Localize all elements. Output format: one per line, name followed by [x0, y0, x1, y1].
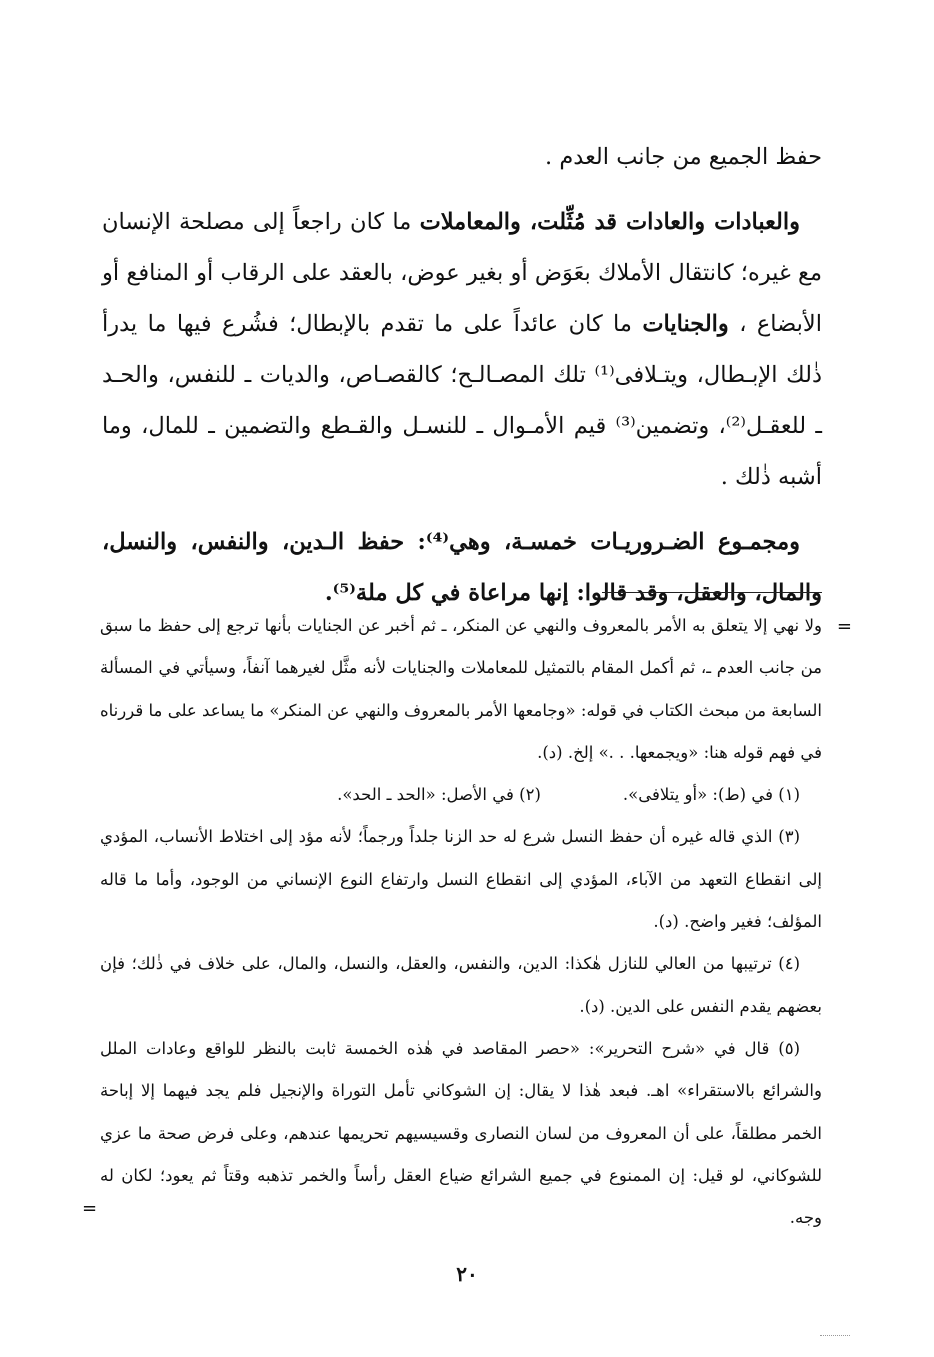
footnote-pair-1-2 — [100, 774, 822, 816]
bold-crimes-term: والجنايات — [642, 311, 729, 337]
footnote-4: (٤) ترتيبها من العالي للنازل هٰكذا: الدين، والنفس، والعقل، والنسل، والمال، على خلاف في ذٰلك؛ فإن بعضهم يقدم النفس على الدين. (د). — [100, 954, 822, 1016]
main-body-text — [102, 132, 822, 619]
footnote-3: (٣) الذي قاله غيره أن حفظ النسل شرع له حد الزنا جلداً ورجماً؛ لأنه مؤد إلى اختلاط الأنساب، المؤدي إلى انقطاع التعهد من الآباء، المؤدي إلى انقطاع النسل وارتفاع النوع الإنساني من الوجود، وأما ما قاله المؤلف؛ فغير واضح. (د). — [100, 827, 822, 932]
bold-worship-phrase: والعبادات والعادات قد مُثِّلت، — [520, 209, 800, 235]
page-number: ٢٠ — [456, 1262, 478, 1286]
footnote-5: (٥) قال في «شرح التحرير»: «حصر المقاصد في هٰذه الخمسة ثابت بالنظر للواقع وعادات الملل والشرائع بالاستقراء» اهـ. فبعد هٰذا لا يقال: إن الشوكاني تأمل التوراة والإنجيل فلم يجد فيهما إلا إباحة الخمر مطلقاً، على أن المعروف من لسان النصارى وقسيسيهم تحريمها عندهم، وعلى فرض صحة ما عزي للشوكاني، لو قيل: إن الممنوع في جميع الشرائع ضياع العقل رأساً والخمر تذهبه وقتاً ثم يعود؛ لكان له وجه. — [100, 1038, 822, 1228]
margin-mark — [820, 1335, 850, 1336]
footnote-separator — [602, 592, 822, 593]
paragraph-necessities: ومجمـوع الضـروريـات خمسـة، وهي⁽⁴⁾: حفظ الـدين، والنفس، والنسل، والمال، والعقل، وقد قالوا: إنها مراعاة في كل ملة⁽⁵⁾. — [102, 529, 822, 606]
continuation-mark-end: = — [82, 1198, 98, 1219]
continuation-mark-start: = — [836, 616, 852, 637]
footnote-1: (١) في (ط): «أو يتلافى». — [622, 785, 800, 805]
transactions-definition: ما كان راجعاً إلى مصلحة الإنسان مع غيره؛ كانتقال الأملاك بعَوَض أو بغير عوض، بالعقد على الرقاب أو المنافع أو الأبضاع ، — [102, 209, 822, 337]
opening-line: حفظ الجميع من جانب العدم . — [545, 144, 822, 170]
footnote-continuation: ولا نهي إلا يتعلق به الأمر بالمعروف والنهي عن المنكر، ـ ثم أخبر عن الجنايات بأنها ترجع إلى حفظ ما سبق من جانب العدم ـ، ثم أكمل المقام بالتمثيل للمعاملات والجنايات لأنه مثَّل لغيرهما آنفاً، وسيأتي في المسألة السابعة من مبحث الكتاب في قوله: «وجامعها الأمر بالمعروف والنهي عن المنكر» ما يساعد على ما قررناه في فهم قوله هنا: «ويجمعها. . .» إلخ. (د). — [100, 616, 822, 762]
footnotes-section — [100, 605, 822, 1239]
crimes-definition: ما كان عائداً على ما تقدم بالإبطال؛ فشُرع فيها ما يدرأ ذٰلك الإبـطال، ويتـلافى⁽¹⁾ تلك المصـالـح؛ كالقصـاص، والديات ـ للنفس، والحـد ـ للعقـل⁽²⁾، وتضمين⁽³⁾ قيم الأمـوال ـ للنسـل والقـطع والتضمين ـ للمال، وما أشبه ذٰلك . — [102, 311, 822, 490]
footnote-2: (٢) في الأصل: «الحد ـ الحد». — [337, 785, 541, 805]
bold-transactions-term: والمعاملات — [419, 209, 521, 235]
paragraph-transactions — [102, 197, 822, 503]
